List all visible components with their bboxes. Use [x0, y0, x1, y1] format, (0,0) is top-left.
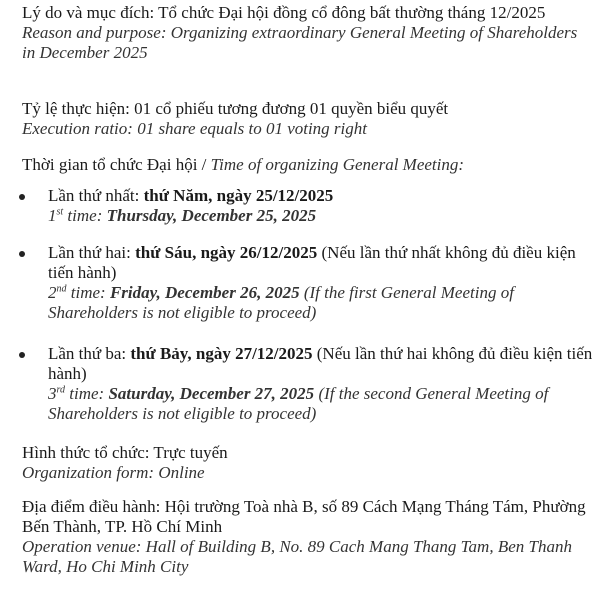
time-heading-en: Time of organizing General Meeting:	[210, 155, 465, 174]
meeting-1-en-date: Thursday, December 25, 2025	[106, 206, 317, 225]
meeting-3-en-note: (If the second General Meeting of Shareholders is not eligible to proceed)	[48, 384, 549, 423]
meeting-2-en-prefix: time:	[66, 283, 110, 302]
meeting-3-vi	[48, 344, 594, 384]
ratio-en: Execution ratio: 01 share equals to 01 voting right	[22, 119, 367, 138]
meeting-3-en-num: 3	[48, 384, 57, 403]
meeting-1-en-sup: st	[56, 206, 64, 218]
time-heading-vi: Thời gian tổ chức Đại hội /	[22, 155, 211, 174]
meeting-2-en-sup: nd	[56, 283, 67, 295]
meeting-3-en	[48, 384, 594, 424]
meeting-1-en	[48, 206, 594, 226]
meeting-2-vi-note: (Nếu lần thứ nhất không đủ điều kiện tiến hành)	[48, 243, 576, 282]
meeting-2-en-date: Friday, December 26, 2025	[109, 283, 300, 302]
meeting-3-vi-prefix: Lần thứ ba:	[48, 344, 131, 363]
reason-section	[22, 3, 594, 63]
venue-vi: Địa điểm điều hành: Hội trường Toà nhà B, số 89 Cách Mạng Tháng Tám, Phường Bến Thành, TP. Hồ Chí Minh	[22, 497, 586, 536]
venue-section	[22, 497, 594, 577]
meeting-1	[48, 186, 594, 226]
meeting-3-en-date: Saturday, December 27, 2025	[108, 384, 315, 403]
meeting-1-vi-date: thứ Năm, ngày 25/12/2025	[143, 186, 334, 205]
form-vi: Hình thức tổ chức: Trực tuyến	[22, 443, 228, 462]
meeting-2-en-note: (If the first General Meeting of Shareholders is not eligible to proceed)	[48, 283, 514, 322]
bullet-icon	[19, 194, 25, 200]
bullet-icon	[19, 251, 25, 257]
meeting-3-en-prefix: time:	[65, 384, 109, 403]
meeting-1-vi-prefix: Lần thứ nhất:	[48, 186, 144, 205]
ratio-vi: Tỷ lệ thực hiện: 01 cổ phiếu tương đương 01 quyền biểu quyết	[22, 99, 449, 118]
meeting-2-vi-date: thứ Sáu, ngày 26/12/2025	[135, 243, 318, 262]
time-heading	[22, 155, 594, 175]
meeting-3	[48, 344, 594, 424]
meeting-2-en-num: 2	[48, 283, 57, 302]
meeting-3-vi-note: (Nếu lần thứ hai không đủ điều kiện tiến hành)	[48, 344, 593, 383]
ratio-section	[22, 99, 594, 139]
venue-en: Operation venue: Hall of Building B, No. 89 Cach Mang Thang Tam, Ben Thanh Ward, Ho Chi Minh City	[22, 537, 572, 576]
reason-vi: Lý do và mục đích: Tổ chức Đại hội đồng cổ đông bất thường tháng 12/2025	[22, 3, 546, 22]
meeting-2	[48, 243, 594, 323]
form-section	[22, 443, 594, 483]
meeting-1-en-num: 1	[48, 206, 57, 225]
bullet-icon	[19, 352, 25, 358]
meeting-2-vi-prefix: Lần thứ hai:	[48, 243, 136, 262]
meeting-3-vi-date: thứ Bảy, ngày 27/12/2025	[130, 344, 313, 363]
meeting-3-en-sup: rd	[56, 384, 66, 396]
reason-en: Reason and purpose: Organizing extraordinary General Meeting of Shareholders in December 2025	[22, 23, 578, 62]
form-en: Organization form: Online	[22, 463, 205, 482]
meeting-1-en-prefix: time:	[63, 206, 107, 225]
meeting-2-vi	[48, 243, 594, 283]
meeting-1-vi	[48, 186, 594, 206]
meeting-2-en	[48, 283, 594, 323]
